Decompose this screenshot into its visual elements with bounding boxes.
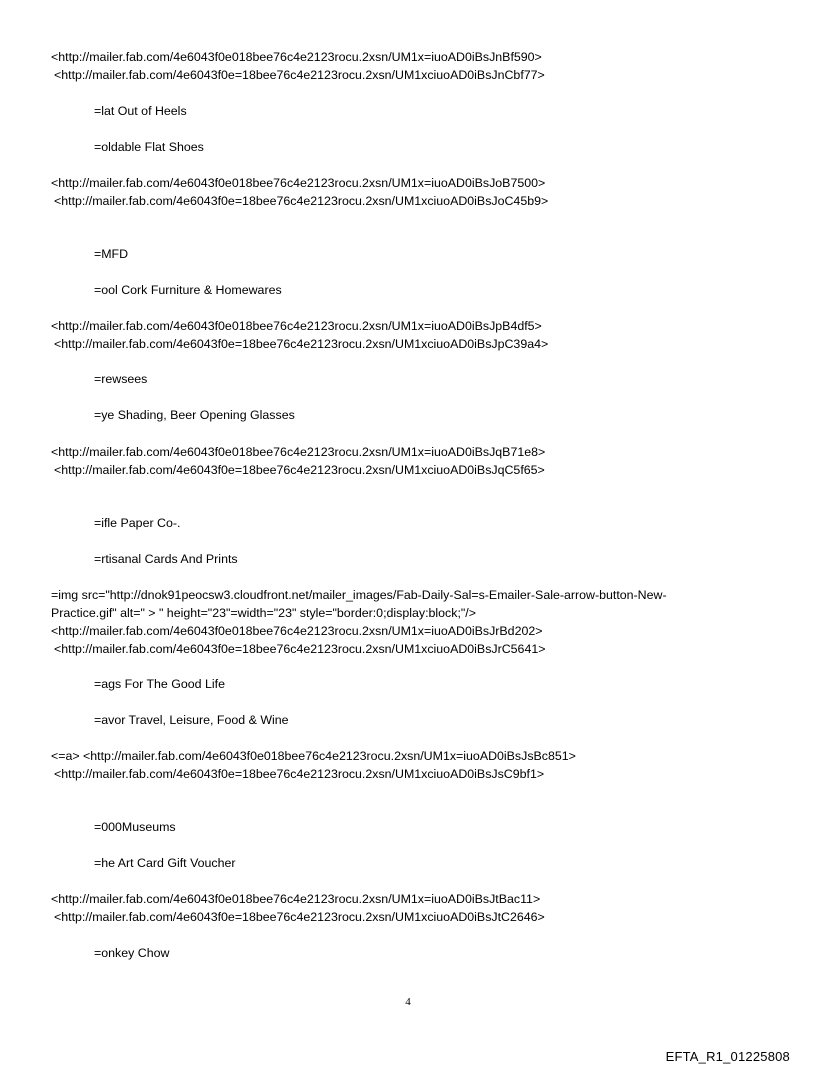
url-line: <http://mailer.fab.com/4e6043f0e018bee76c4e2123rocu.2xsn/UM1x=iuoAD0iBsJnBf590> [51, 50, 542, 64]
url-line: <http://mailer.fab.com/4e6043f0e018bee76c4e2123rocu.2xsn/UM1x=iuoAD0iBsJoB7500> [51, 176, 546, 190]
item-label: =rewsees [94, 372, 148, 386]
url-line: <http://mailer.fab.com/4e6043f0e018bee76c4e2123rocu.2xsn/UM1x=iuoAD0iBsJpB4df5> [51, 319, 542, 333]
url-line: <http://mailer.fab.com/4e6043f0e=18bee76c4e2123rocu.2xsn/UM1xciuoAD0iBsJrC5641> [54, 642, 546, 656]
item-label: =he Art Card Gift Voucher [94, 856, 236, 870]
item-label: =avor Travel, Leisure, Food & Wine [94, 713, 289, 727]
item-label: =MFD [94, 247, 129, 261]
item-label: =ool Cork Furniture & Homewares [94, 283, 282, 297]
url-line: <http://mailer.fab.com/4e6043f0e018bee76c4e2123rocu.2xsn/UM1x=iuoAD0iBsJqB71e8> [51, 445, 546, 459]
item-label: =oldable Flat Shoes [94, 140, 204, 154]
url-line: <http://mailer.fab.com/4e6043f0e=18bee76c4e2123rocu.2xsn/UM1xciuoAD0iBsJnCbf77> [54, 68, 545, 82]
url-line: <http://mailer.fab.com/4e6043f0e=18bee76c4e2123rocu.2xsn/UM1xciuoAD0iBsJoC45b9> [54, 194, 549, 208]
url-line: <http://mailer.fab.com/4e6043f0e=18bee76c4e2123rocu.2xsn/UM1xciuoAD0iBsJsC9bf1> [54, 767, 545, 781]
item-label: =000Museums [94, 820, 176, 834]
url-line: <http://mailer.fab.com/4e6043f0e=18bee76c4e2123rocu.2xsn/UM1xciuoAD0iBsJpC39a4> [54, 337, 549, 351]
url-line: <http://mailer.fab.com/4e6043f0e018bee76c4e2123rocu.2xsn/UM1x=iuoAD0iBsJtBac11> [51, 892, 541, 906]
url-line: <http://mailer.fab.com/4e6043f0e=18bee76c4e2123rocu.2xsn/UM1xciuoAD0iBsJtC2646> [54, 910, 545, 924]
page-number: 4 [405, 996, 411, 1008]
url-line: <=a> <http://mailer.fab.com/4e6043f0e018bee76c4e2123rocu.2xsn/UM1x=iuoAD0iBsJsBc851> [51, 749, 576, 763]
code-line: Practice.gif" alt=" > " height="23"=width="23" style="border:0;display:block;"/> [51, 606, 476, 620]
item-label: =ifle Paper Co-. [94, 516, 181, 530]
url-line: <http://mailer.fab.com/4e6043f0e=18bee76c4e2123rocu.2xsn/UM1xciuoAD0iBsJqC5f65> [54, 463, 545, 477]
item-label: =onkey Chow [94, 946, 170, 960]
item-label: =lat Out of Heels [94, 104, 187, 118]
url-line: <http://mailer.fab.com/4e6043f0e018bee76c4e2123rocu.2xsn/UM1x=iuoAD0iBsJrBd202> [51, 624, 543, 638]
item-label: =ags For The Good Life [94, 677, 225, 691]
code-line: =img src="http://dnok91peocsw3.cloudfront.net/mailer_images/Fab-Daily-Sal=s-Emailer-Sale-arrow-button-New- [51, 588, 667, 602]
item-label: =rtisanal Cards And Prints [94, 552, 238, 566]
document-id: EFTA_R1_01225808 [665, 1049, 790, 1064]
item-label: =ye Shading, Beer Opening Glasses [94, 408, 295, 422]
